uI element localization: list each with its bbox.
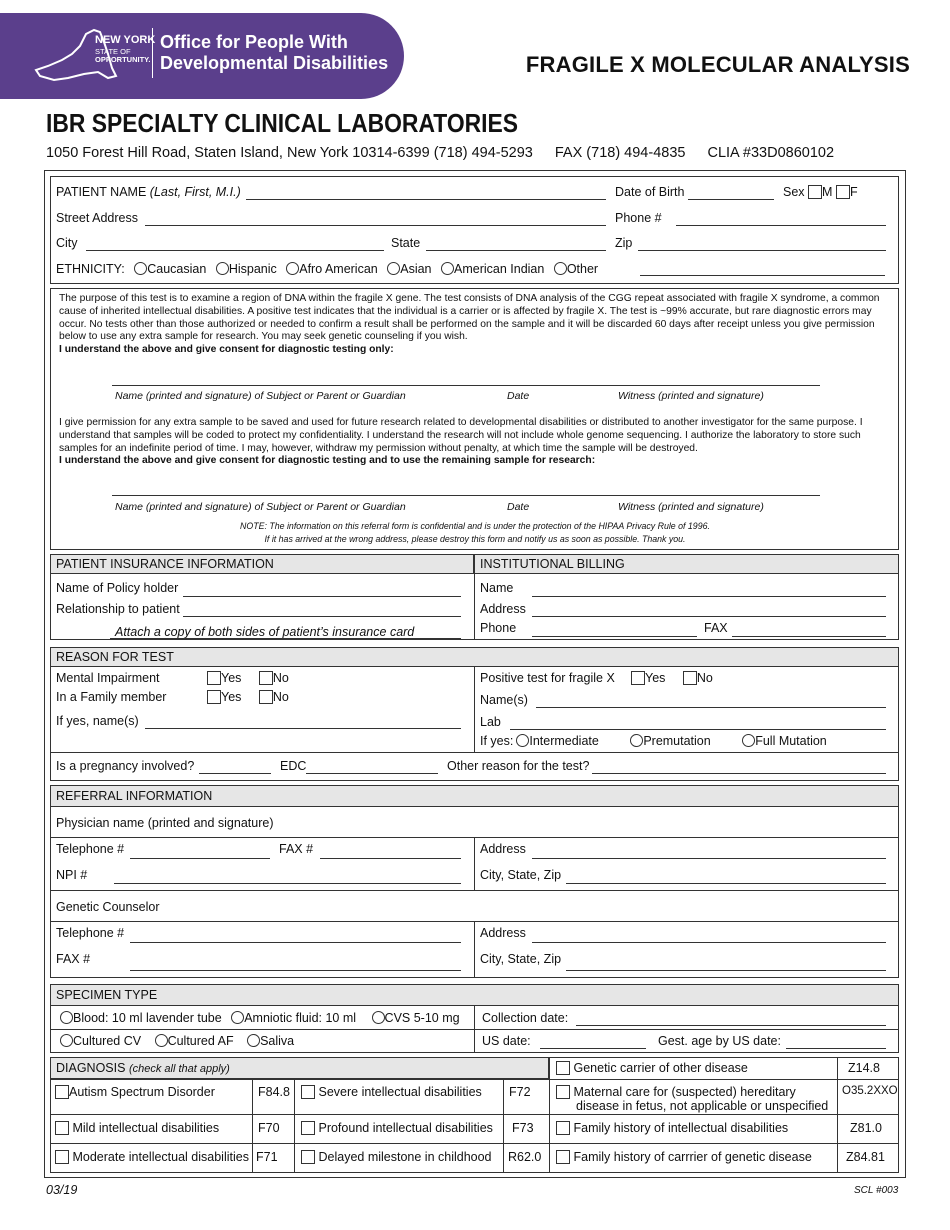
names-field[interactable] [536, 707, 886, 708]
state-field[interactable] [426, 250, 606, 251]
lab-address: 1050 Forest Hill Road, Staten Island, New York 10314-6399 (718) 494-5293 FAX (718) 494-4835 CLIA #33D0860102 [46, 145, 835, 161]
edc-label: EDC [280, 759, 307, 773]
premutation-radio[interactable] [630, 734, 643, 747]
policy-holder-label: Name of Policy holder [56, 581, 179, 595]
reason-head: REASON FOR TEST [50, 647, 899, 667]
mutation-row: If yes: Intermediate Premutation Full Mutation [480, 734, 827, 748]
state-sub1: STATE OF [95, 47, 131, 56]
cultured-af-radio[interactable] [155, 1034, 168, 1047]
billing-address-field[interactable] [532, 616, 886, 617]
footer-form-id: SCL #003 [854, 1185, 899, 1196]
consent-para1: The purpose of this test is to examine a region of DNA within the fragile X gene. The test consists of DNA analysis of the CGG repeat associated with fragile X syndrome, a common cause of inherited intellectual disabilities. A positive test indicates that the individual is a carrier or is affected by fragile X. The test is ~99% accurate, but rare diagnostic errors may occur. No tests other than those authorized or needed to confirm a result shall be performed on the sample and it will be discarded 60 days after receipt unless you give permission below to use any extra sample for research. You may seek genetic counseling if you wish. I understand the above and give consent for diagnostic testing only: [59, 293, 880, 356]
hipaa-note2: If it has arrived at the wrong address, please destroy this form and notify us as soon as possible. Thank you. [264, 534, 686, 544]
mental-yes-no: Yes No [207, 671, 289, 685]
names-label: Name(s) [480, 693, 528, 707]
physician-address-field[interactable] [532, 858, 886, 859]
zip-label: Zip [615, 236, 633, 250]
consent2-signature-line[interactable] [112, 495, 820, 496]
patient-name-field[interactable] [246, 199, 606, 200]
dx-profound: Profound intellectual disabilities [301, 1121, 493, 1135]
reason-divider [474, 667, 475, 752]
dx-profound-checkbox[interactable] [301, 1121, 315, 1135]
counselor-address-field[interactable] [532, 942, 886, 943]
gest-age-label: Gest. age by US date: [658, 1034, 781, 1048]
billing-address-label: Address [480, 602, 526, 616]
dx-severe: Severe intellectual disabilities [301, 1085, 482, 1099]
cvs-radio[interactable] [372, 1011, 385, 1024]
dob-label: Date of Birth [615, 185, 685, 199]
sex-label: Sex M F [783, 185, 858, 199]
positive-test-label: Positive test for fragile X [480, 671, 615, 685]
physician-telephone-label: Telephone # [56, 842, 125, 856]
dx-mild-code: F70 [258, 1121, 280, 1135]
dx-vdiv-code [837, 1057, 838, 1173]
relationship-field[interactable] [183, 616, 461, 617]
state-label: State [391, 236, 421, 250]
if-yes-names-field[interactable] [145, 728, 461, 729]
family-yes-no: Yes No [207, 690, 289, 704]
full-mutation-radio[interactable] [742, 734, 755, 747]
agency-line2: Developmental Disabilities [160, 53, 389, 73]
pregnancy-field[interactable] [199, 773, 271, 774]
dx-delayed-checkbox[interactable] [301, 1150, 315, 1164]
billing-name-field[interactable] [532, 596, 886, 597]
billing-name-label: Name [480, 581, 514, 595]
npi-label: NPI # [56, 868, 88, 882]
ethnicity-row: ETHNICITY: Caucasian Hispanic Afro American Asian American Indian Other [56, 262, 599, 276]
policy-holder-field[interactable] [183, 596, 461, 597]
dx-maternal-code: O35.2XXO [842, 1085, 898, 1097]
consent-para2: I give permission for any extra sample to be saved and used for future research related to developmental disabilities or distributed to another investigator for the same purpose. I understand that samples will be coded to protect my confidentiality. I understand the research will not include whole genome sequencing. I authorize the laboratory to store such samples for an indefinite period of time. I may, however, withdraw my permission without penalty, at which time the sample will be destroyed. I understand the above and give consent for diagnostic testing and to use the remaining sample for research: [59, 417, 863, 467]
gest-age-field[interactable] [786, 1048, 886, 1049]
physician-csz-field[interactable] [566, 883, 886, 884]
pregnancy-label: Is a pregnancy involved? [56, 759, 195, 773]
dx-family-id-checkbox[interactable] [556, 1121, 570, 1135]
dx-maternal-line2: disease in fetus, not applicable or unspecified [576, 1099, 829, 1113]
specimen-row2: Cultured CV Cultured AF Saliva [60, 1034, 294, 1048]
us-date-label: US date: [482, 1034, 531, 1048]
dx-maternal-checkbox[interactable] [556, 1085, 570, 1099]
edc-field[interactable] [306, 773, 438, 774]
dx-hdiv-2 [50, 1114, 899, 1115]
mental-yes-checkbox[interactable] [207, 671, 221, 685]
counselor-label: Genetic Counselor [56, 900, 160, 914]
dx-autism: Autism Spectrum Disorder [55, 1085, 215, 1099]
billing-fax-label: FAX [704, 621, 728, 635]
physician-fax-label: FAX # [279, 842, 314, 856]
dx-family-carrier-code: Z84.81 [846, 1150, 885, 1164]
family-member-label: In a Family member [56, 690, 167, 704]
consent2-sig-date: Date [507, 501, 530, 513]
counselor-csz-field[interactable] [566, 970, 886, 971]
dx-moderate-checkbox[interactable] [55, 1150, 69, 1164]
reason-row-divider [50, 752, 899, 753]
dx-hdiv-3 [50, 1143, 899, 1144]
dob-field[interactable] [688, 199, 774, 200]
consent1-sig-witness: Witness (printed and signature) [618, 390, 764, 402]
counselor-telephone-field[interactable] [130, 942, 461, 943]
dx-maternal: Maternal care for (suspected) hereditary [556, 1085, 796, 1099]
city-label: City [56, 236, 78, 250]
ethnicity-other-field[interactable] [640, 275, 885, 276]
referral-vdiv1 [474, 837, 475, 890]
patient-name-label: PATIENT NAME (Last, First, M.I.) [56, 185, 241, 199]
street-label: Street Address [56, 211, 138, 225]
phone-field[interactable] [676, 225, 886, 226]
dx-genetic-carrier: Genetic carrier of other disease [556, 1061, 748, 1075]
billing-head: INSTITUTIONAL BILLING [474, 554, 899, 574]
npi-field[interactable] [114, 883, 461, 884]
collection-date-label: Collection date: [482, 1011, 569, 1025]
lab-name: IBR SPECIALTY CLINICAL LABORATORIES [46, 108, 519, 138]
consent1-sig-name: Name (printed and signature) of Subject or Parent or Guardian [115, 390, 406, 402]
insurance-divider [474, 554, 475, 640]
intermediate-radio[interactable] [516, 734, 529, 747]
dx-vdiv-2 [294, 1079, 295, 1173]
logo-divider [152, 28, 153, 78]
diagnosis-head: DIAGNOSIS (check all that apply) [50, 1057, 549, 1079]
physician-telephone-field[interactable] [130, 858, 270, 859]
consent1-sig-date: Date [507, 390, 530, 402]
dx-family-id-code: Z81.0 [850, 1121, 882, 1135]
dx-genetic-carrier-checkbox[interactable] [556, 1061, 570, 1075]
consent2-sig-witness: Witness (printed and signature) [618, 501, 764, 513]
dx-profound-code: F73 [512, 1121, 534, 1135]
dx-vdiv-main [549, 1057, 550, 1173]
relationship-label: Relationship to patient [56, 602, 180, 616]
consent2-sig-name: Name (printed and signature) of Subject or Parent or Guardian [115, 501, 406, 513]
street-field[interactable] [145, 225, 606, 226]
dx-genetic-carrier-code: Z14.8 [848, 1061, 880, 1075]
attach-underline [110, 638, 461, 639]
blood-radio[interactable] [60, 1011, 73, 1024]
ethnicity-american-indian-radio[interactable] [441, 262, 454, 275]
dx-delayed: Delayed milestone in childhood [301, 1150, 492, 1164]
zip-field[interactable] [638, 250, 886, 251]
dx-autism-checkbox[interactable] [55, 1085, 69, 1099]
counselor-fax-label: FAX # [56, 952, 91, 966]
other-reason-label: Other reason for the test? [447, 759, 590, 773]
specimen-row1: Blood: 10 ml lavender tube Amniotic fluid: 10 ml CVS 5-10 mg [60, 1011, 460, 1025]
counselor-address-label: Address [480, 926, 526, 940]
dx-mild: Mild intellectual disabilities [55, 1121, 219, 1135]
cultured-cv-radio[interactable] [60, 1034, 73, 1047]
insurance-head: PATIENT INSURANCE INFORMATION [50, 554, 474, 574]
dx-vdiv-1 [252, 1079, 253, 1173]
dx-vdiv-3 [503, 1079, 504, 1173]
referral-head: REFERRAL INFORMATION [50, 785, 899, 807]
footer-date: 03/19 [46, 1183, 78, 1197]
family-yes-checkbox[interactable] [207, 690, 221, 704]
dx-mild-checkbox[interactable] [55, 1121, 69, 1135]
saliva-radio[interactable] [247, 1034, 260, 1047]
referral-vdiv2 [474, 921, 475, 978]
state-name: NEW YORK [95, 34, 156, 46]
referral-div2 [50, 890, 899, 891]
dx-severe-checkbox[interactable] [301, 1085, 315, 1099]
mental-impairment-label: Mental Impairment [56, 671, 160, 685]
amniotic-radio[interactable] [231, 1011, 244, 1024]
billing-phone-field[interactable] [532, 636, 697, 637]
if-yes-names-label: If yes, name(s) [56, 714, 139, 728]
positive-yes-no: Yes No [631, 671, 713, 685]
ethnicity-afro-american-radio[interactable] [286, 262, 299, 275]
family-no-checkbox[interactable] [259, 690, 273, 704]
state-sub2: OPPORTUNITY. [95, 55, 151, 64]
agency-line1: Office for People With [160, 32, 348, 52]
counselor-csz-label: City, State, Zip [480, 952, 562, 966]
lab-field[interactable] [510, 729, 886, 730]
other-reason-field[interactable] [592, 773, 886, 774]
collection-date-field[interactable] [576, 1025, 886, 1026]
consent1-signature-line[interactable] [112, 385, 820, 386]
phone-label: Phone # [615, 211, 662, 225]
dx-family-carrier: Family history of carrrier of genetic disease [556, 1150, 812, 1164]
positive-yes-checkbox[interactable] [631, 671, 645, 685]
dx-hdiv-1 [50, 1079, 899, 1080]
dx-delayed-code: R62.0 [508, 1150, 542, 1164]
dx-moderate: Moderate intellectual disabilities [55, 1150, 249, 1164]
billing-fax-field[interactable] [732, 636, 886, 637]
ethnicity-other-radio[interactable] [554, 262, 567, 275]
billing-phone-label: Phone [480, 621, 517, 635]
sex-m-checkbox[interactable] [808, 185, 822, 199]
mental-no-checkbox[interactable] [259, 671, 273, 685]
lab-label: Lab [480, 715, 501, 729]
positive-no-checkbox[interactable] [683, 671, 697, 685]
physician-fax-field[interactable] [320, 858, 461, 859]
physician-label: Physician name (printed and signature) [56, 816, 274, 830]
counselor-telephone-label: Telephone # [56, 926, 125, 940]
specimen-row-divider [50, 1029, 899, 1030]
ethnicity-caucasian-radio[interactable] [134, 262, 147, 275]
sex-f-checkbox[interactable] [836, 185, 850, 199]
specimen-head: SPECIMEN TYPE [50, 984, 899, 1006]
physician-address-label: Address [480, 842, 526, 856]
ethnicity-asian-radio[interactable] [387, 262, 400, 275]
dx-family-carrier-checkbox[interactable] [556, 1150, 570, 1164]
ethnicity-hispanic-radio[interactable] [216, 262, 229, 275]
city-field[interactable] [86, 250, 384, 251]
us-date-field[interactable] [540, 1048, 646, 1049]
hipaa-note1: NOTE: The information on this referral form is confidential and is under the protection of the HIPAA Privacy Rule of 1996. [240, 521, 710, 531]
dx-autism-code: F84.8 [258, 1085, 290, 1099]
form-title: FRAGILE X MOLECULAR ANALYSIS [525, 52, 910, 77]
dx-moderate-code: F71 [256, 1150, 278, 1164]
insurance-attach-note: Attach a copy of both sides of patient’s insurance card [115, 625, 415, 639]
dx-family-id: Family history of intellectual disabilities [556, 1121, 788, 1135]
physician-csz-label: City, State, Zip [480, 868, 562, 882]
dx-severe-code: F72 [509, 1085, 531, 1099]
counselor-fax-field[interactable] [130, 970, 461, 971]
